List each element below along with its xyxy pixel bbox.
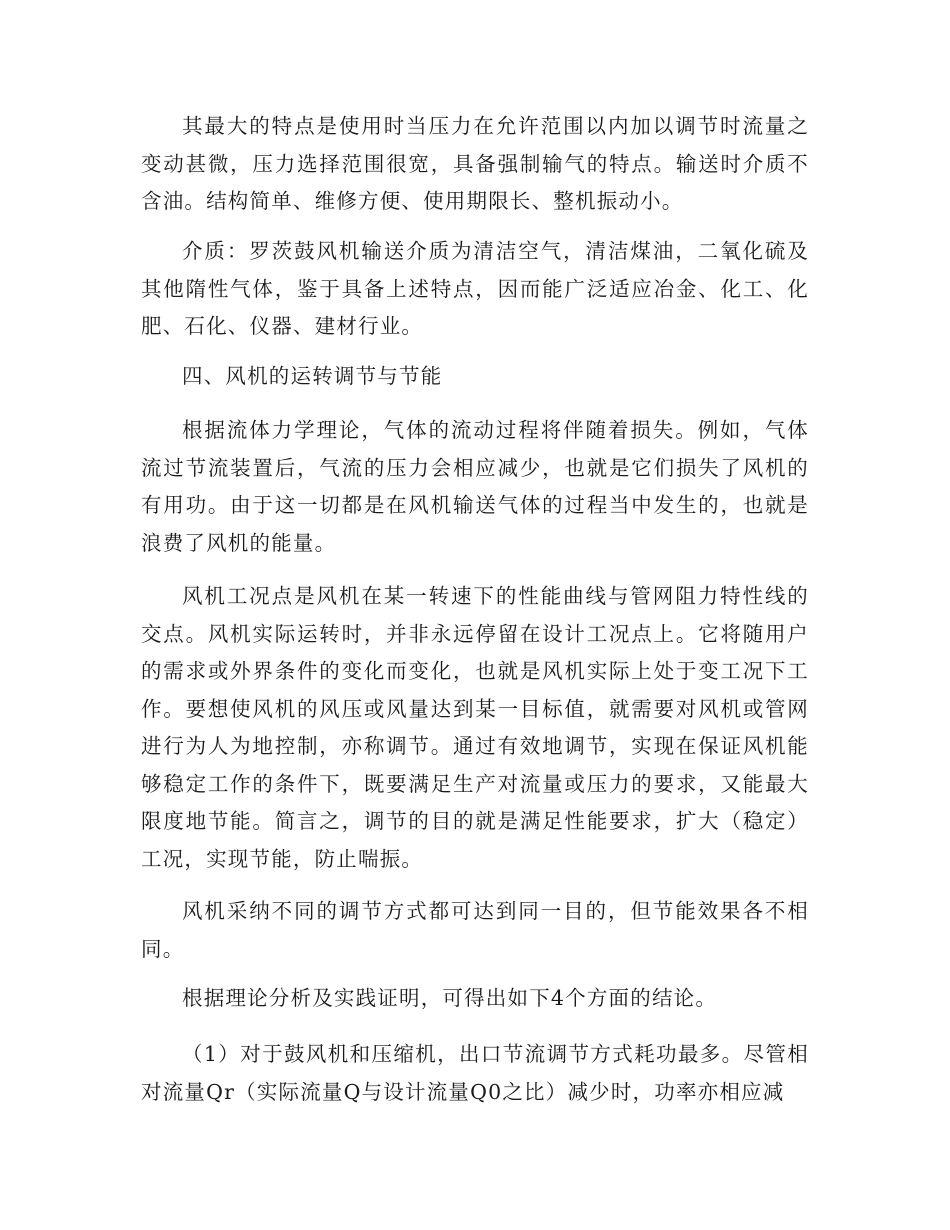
- paragraph-operating-point: 风机工况点是风机在某一转速下的性能曲线与管网阻力特性线的交点。风机实际运转时，并非永远停留在设计工况点上。它将随用户的需求或外界条件的变化而变化，也就是风机实际上处于变工况下工作。要想使风机的风压或风量达到某一目标值，就需要对风机或管网进行为人为地控制，亦称调节。通过有效地调节，实现在保证风机能够稳定工作的条件下，既要满足生产对流量或压力的要求，又能最大限度地节能。简言之，调节的目的就是满足性能要求，扩大（稳定）工况，实现节能，防止喘振。: [141, 584, 809, 871]
- section-heading: 四、风机的运转调节与节能: [182, 364, 443, 388]
- paragraph-conclusion-1: （1）对于鼓风机和压缩机，出口节流调节方式耗功最多。尽管相对流量Qr（实际流量Q与设计流量Q0之比）减少时，功率亦相应减: [141, 1042, 809, 1104]
- paragraph-medium: 介质：罗茨鼓风机输送介质为清洁空气，清洁煤油，二氧化硫及其他隋性气体，鉴于具备上述特点，因而能广泛适应冶金、化工、化肥、石化、仪器、建材行业。: [141, 239, 809, 338]
- paragraph-fluid-loss: 根据流体力学理论，气体的流动过程将伴随着损失。例如，气体流过节流装置后，气流的压力会相应减少，也就是它们损失了风机的有用功。由于这一切都是在风机输送气体的过程当中发生的，也就是浪费了风机的能量。: [141, 418, 809, 555]
- paragraph-adjust-methods: 风机采纳不同的调节方式都可达到同一目的，但节能效果各不相同。: [141, 899, 809, 961]
- paragraph-features: 其最大的特点是使用时当压力在允许范围以内加以调节时流量之变动甚微，压力选择范围很宽，具备强制输气的特点。输送时介质不含油。结构简单、维修方便、使用期限长、整机振动小。: [141, 114, 809, 213]
- paragraph-conclusions-intro: 根据理论分析及实践证明，可得出如下4个方面的结论。: [182, 986, 718, 1010]
